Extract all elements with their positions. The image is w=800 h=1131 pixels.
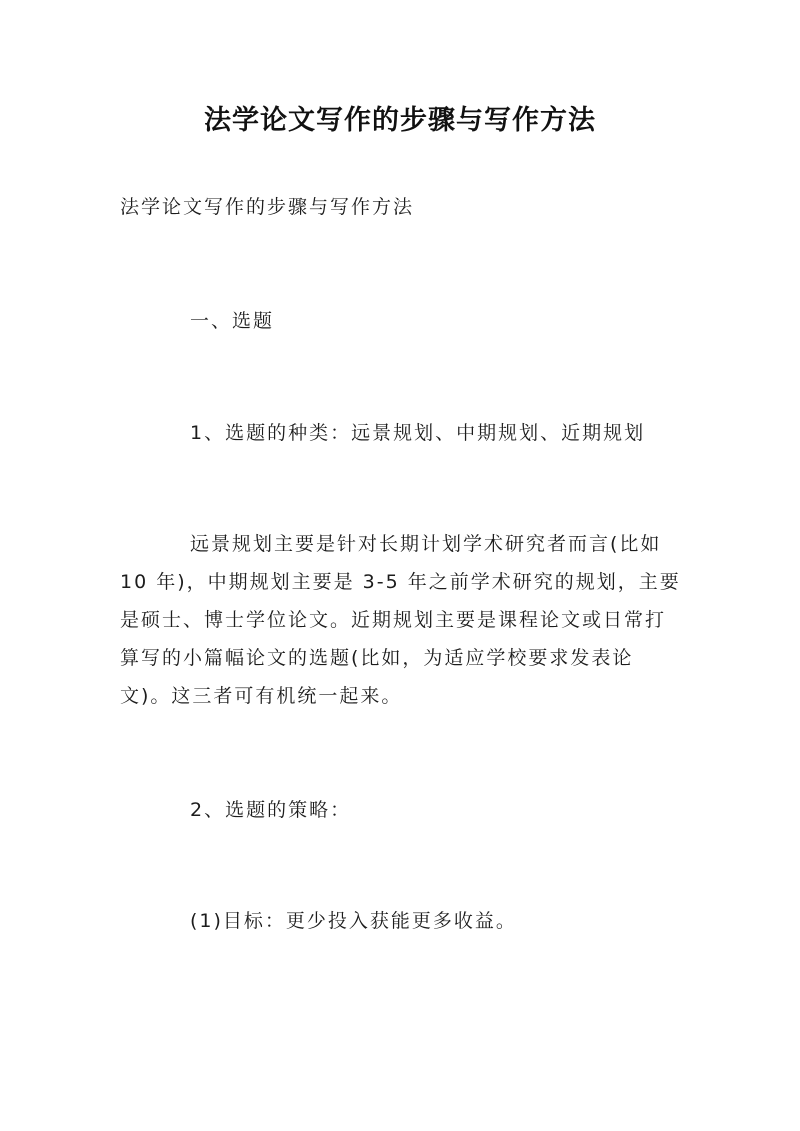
document-subtitle: 法学论文写作的步骤与写作方法 — [120, 196, 415, 218]
subsection-heading-topic-types: 1、选题的种类：远景规划、中期规划、近期规划 — [190, 422, 646, 444]
section-heading-topic-selection: 一、选题 — [190, 310, 275, 332]
list-item-goal: (1)目标：更少投入获能更多收益。 — [190, 910, 517, 932]
paragraph-planning-description — [120, 525, 685, 715]
paragraph-line: 10 年)，中期规划主要是 3-5 年之前学术研究的规划，主要 — [120, 571, 681, 593]
paragraph-line: 远景规划主要是针对长期计划学术研究者而言(比如 — [190, 533, 662, 555]
document-title: 法学论文写作的步骤与写作方法 — [204, 105, 596, 136]
subsection-heading-topic-strategy: 2、选题的策略： — [190, 799, 352, 821]
paragraph-line: 文)。这三者可有机统一起来。 — [120, 685, 403, 707]
paragraph-line: 是硕士、博士学位论文。近期规划主要是课程论文或日常打 — [120, 609, 667, 631]
paragraph-line: 算写的小篇幅论文的选题(比如，为适应学校要求发表论 — [120, 647, 634, 669]
